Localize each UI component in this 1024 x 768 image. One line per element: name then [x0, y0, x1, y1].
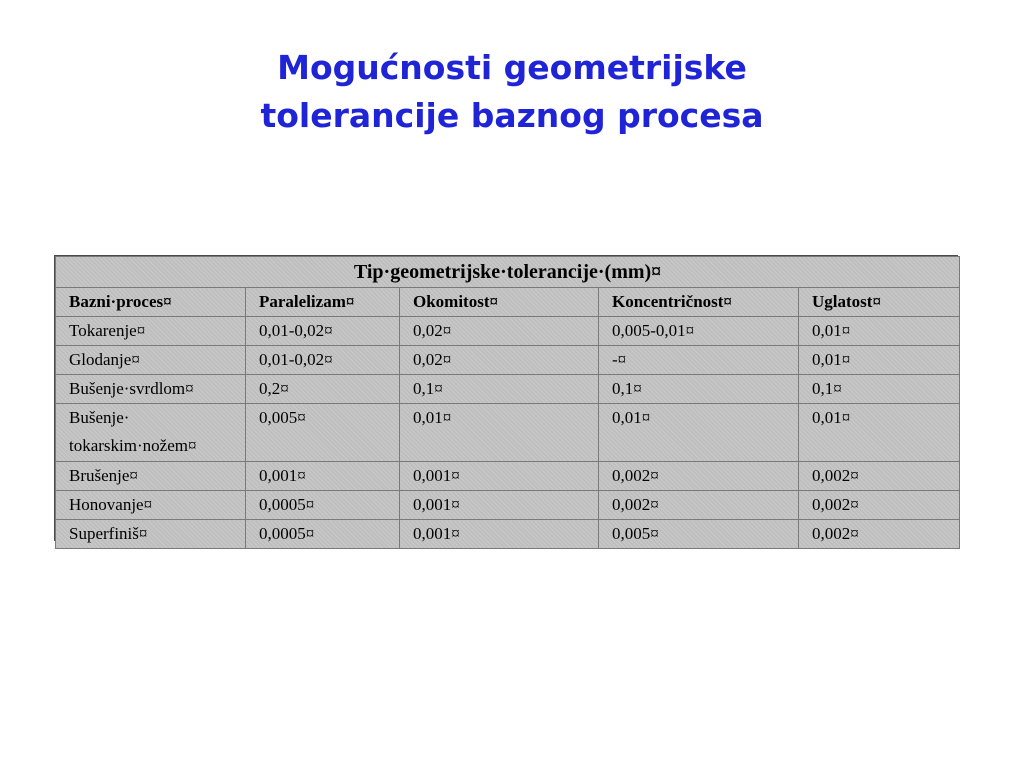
perpendicularity-cell: 0,001¤	[400, 520, 599, 549]
perpendicularity-cell: 0,001¤	[400, 462, 599, 491]
process-cell: Superfiniš¤	[56, 520, 246, 549]
tolerance-table-container	[54, 255, 958, 541]
perpendicularity-cell: 0,01¤	[400, 404, 599, 462]
angularity-cell: 0,01¤	[799, 317, 960, 346]
parallelism-cell: 0,01-0,02¤	[246, 317, 400, 346]
concentricity-cell: 0,005-0,01¤	[599, 317, 799, 346]
parallelism-cell: 0,0005¤	[246, 520, 400, 549]
concentricity-cell: 0,1¤	[599, 375, 799, 404]
parallelism-cell: 0,01-0,02¤	[246, 346, 400, 375]
table-row	[56, 520, 960, 549]
angularity-cell: 0,002¤	[799, 462, 960, 491]
perpendicularity-cell: 0,02¤	[400, 346, 599, 375]
process-cell: Tokarenje¤	[56, 317, 246, 346]
table-caption: Tip·geometrijske·tolerancije·(mm)¤	[56, 257, 960, 288]
column-header-concentricity: Koncentričnost¤	[599, 288, 799, 317]
table-row	[56, 317, 960, 346]
perpendicularity-cell: 0,02¤	[400, 317, 599, 346]
parallelism-cell: 0,005¤	[246, 404, 400, 462]
column-header-angularity: Uglatost¤	[799, 288, 960, 317]
table-row	[56, 491, 960, 520]
table-header-row	[56, 288, 960, 317]
perpendicularity-cell: 0,1¤	[400, 375, 599, 404]
table-row	[56, 404, 960, 462]
process-cell: Glodanje¤	[56, 346, 246, 375]
slide-title-line-2: tolerancije baznog procesa	[260, 96, 764, 135]
table-row	[56, 346, 960, 375]
concentricity-cell: 0,005¤	[599, 520, 799, 549]
angularity-cell: 0,002¤	[799, 491, 960, 520]
process-cell: Honovanje¤	[56, 491, 246, 520]
parallelism-cell: 0,2¤	[246, 375, 400, 404]
slide-title	[0, 44, 1024, 140]
table-row	[56, 375, 960, 404]
angularity-cell: 0,002¤	[799, 520, 960, 549]
process-cell: Bušenje· tokarskim·nožem¤	[56, 404, 246, 462]
angularity-cell: 0,01¤	[799, 404, 960, 462]
process-cell: Brušenje¤	[56, 462, 246, 491]
column-header-parallelism: Paralelizam¤	[246, 288, 400, 317]
angularity-cell: 0,1¤	[799, 375, 960, 404]
tolerance-table	[55, 256, 960, 549]
concentricity-cell: 0,002¤	[599, 462, 799, 491]
angularity-cell: 0,01¤	[799, 346, 960, 375]
column-header-perpendicularity: Okomitost¤	[400, 288, 599, 317]
table-row	[56, 462, 960, 491]
concentricity-cell: -¤	[599, 346, 799, 375]
slide-title-line-1: Mogućnosti geometrijske	[277, 48, 747, 87]
column-header-process: Bazni·proces¤	[56, 288, 246, 317]
parallelism-cell: 0,0005¤	[246, 491, 400, 520]
process-cell: Bušenje·svrdlom¤	[56, 375, 246, 404]
parallelism-cell: 0,001¤	[246, 462, 400, 491]
concentricity-cell: 0,01¤	[599, 404, 799, 462]
perpendicularity-cell: 0,001¤	[400, 491, 599, 520]
concentricity-cell: 0,002¤	[599, 491, 799, 520]
